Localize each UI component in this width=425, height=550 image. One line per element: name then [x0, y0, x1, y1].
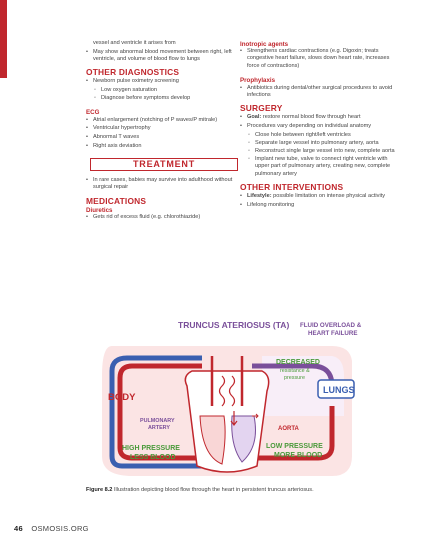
- heart-outline: [185, 371, 268, 472]
- page-footer: [14, 524, 89, 533]
- sub-list-item: ◦ Low oxygen saturation: [86, 87, 244, 94]
- list-item: • Newborn pulse oximetry screening: [86, 78, 244, 85]
- goal-label: Goal:: [247, 114, 262, 121]
- site-name: OSMOSIS.ORG: [31, 524, 89, 533]
- list-item: • May show abnormal blood movement between right, left ventricle, and volume of blood flow to lungs: [86, 49, 244, 63]
- list-item: • Abnormal T waves: [86, 134, 244, 141]
- medications-heading: MEDICATIONS: [86, 195, 147, 206]
- prophylaxis-heading: Prophylaxis: [240, 77, 276, 85]
- high-pressure-label: HIGH PRESSURE: [122, 445, 180, 452]
- resistance-label-2: pressure: [284, 375, 305, 381]
- surgery-heading: SURGERY: [240, 102, 283, 113]
- list-item: • Right axis deviation: [86, 143, 244, 150]
- sub-list-item: ◦ Close hole between right/left ventricles: [240, 132, 400, 139]
- inotropic-heading: Inotropic agents: [240, 41, 289, 48]
- list-item: • Atrial enlargement (notching of P waves/P mitrale): [86, 117, 244, 124]
- page-number: 46: [14, 524, 23, 533]
- treatment-banner: TREATMENT: [90, 158, 238, 171]
- list-item: • Lifelong monitoring: [240, 202, 400, 209]
- sub-list-item: ◦ Reconstruct single large vessel into new, complete aorta: [240, 148, 400, 155]
- more-blood-label: MORE BLOOD: [274, 452, 323, 459]
- diuretics-heading: Diuretics: [86, 206, 113, 214]
- list-item: • Procedures vary depending on individual anatomy: [240, 123, 400, 130]
- other-interventions-heading: OTHER INTERVENTIONS: [240, 181, 344, 192]
- sub-list-item: ◦ Separate large vessel into pulmonary artery, aorta: [240, 140, 400, 147]
- caption-text: Illustration depicting blood flow through the heart in persistent truncus arteriosus.: [114, 487, 314, 493]
- goal-text: restore normal blood flow through heart: [262, 114, 361, 121]
- lungs-label: LUNGS: [323, 385, 355, 395]
- continued-text: vessel and ventricle it arises from: [93, 40, 176, 46]
- other-diagnostics-heading: OTHER DIAGNOSTICS: [86, 67, 180, 78]
- truncus-arteriosus-illustration: [82, 316, 370, 482]
- right-column: [240, 40, 400, 210]
- aorta-label: AORTA: [278, 426, 299, 432]
- pulmonary-artery-label-2: ARTERY: [148, 425, 170, 431]
- figure-caption: [86, 487, 386, 493]
- fluid-overload-label-2: HEART FAILURE: [308, 330, 358, 337]
- low-pressure-label: LOW PRESSURE: [266, 443, 323, 450]
- caption-label: Figure 8.2: [86, 487, 113, 493]
- resistance-label-1: resistance &: [280, 368, 310, 374]
- list-item: • In rare cases, babies may survive into adulthood without surgical repair: [86, 177, 244, 191]
- sub-list-item: ◦ Implant new tube, valve to connect right ventricle with upper part of pulmonary artery, creating new, complete pulmonary artery: [240, 156, 400, 178]
- sub-list-item: ◦ Diagnose before symptoms develop: [86, 95, 244, 102]
- chapter-tab-marker: [0, 0, 7, 78]
- body-label: BODY: [108, 392, 136, 403]
- list-item: • Antibiotics during dental/other surgical procedures to avoid infections: [240, 85, 400, 99]
- list-item: [240, 114, 400, 121]
- lifestyle-text: possible limitation on intense physical activity: [273, 192, 386, 199]
- decreased-label: DECREASED: [276, 359, 320, 366]
- pulmonary-artery-label-1: PULMONARY: [140, 418, 175, 424]
- less-blood-label: LESS BLOOD: [130, 454, 176, 461]
- left-column: [86, 40, 244, 223]
- figure-title: TRUNCUS ATERIOSUS (TA): [178, 320, 290, 330]
- list-item: • Strengthens cardiac contractions (e.g. Digoxin; treats congestive heart failure, slows down heart rate, increases force of contractions): [240, 48, 400, 70]
- list-item: • Gets rid of excess fluid (e.g. chlorothiazide): [86, 214, 244, 221]
- ecg-heading: ECG: [86, 109, 100, 117]
- lifestyle-label: Lifestyle:: [247, 192, 272, 199]
- list-item: [240, 193, 400, 200]
- list-item: • Ventricular hypertrophy: [86, 125, 244, 132]
- fluid-overload-label-1: FLUID OVERLOAD &: [300, 322, 362, 329]
